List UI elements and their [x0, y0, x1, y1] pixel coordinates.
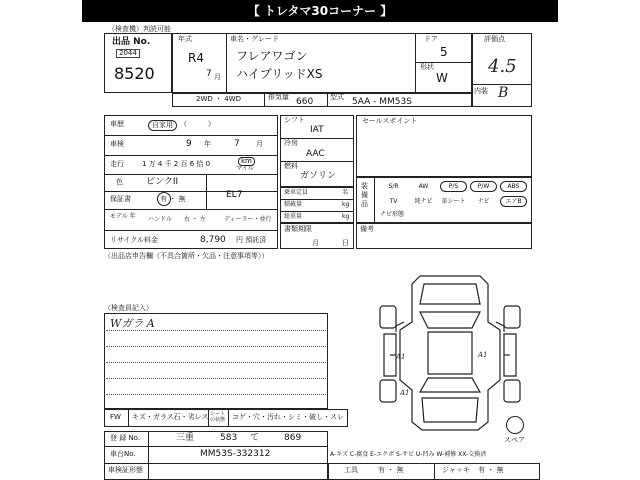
model-label: 車名・グレード — [230, 35, 279, 43]
inspector-label: （検査員記入） — [104, 304, 153, 312]
inspection-year: 9 — [186, 139, 192, 149]
header-title: 【 トレタマ30コーナー 】 — [247, 4, 393, 18]
doors-value: 5 — [440, 45, 448, 59]
year-label: 年式 — [178, 35, 192, 43]
recycle-value: 8,790 — [200, 235, 226, 245]
diagram-mark-3: A1 — [400, 389, 410, 397]
equipment-item: S/R — [388, 183, 399, 190]
car-windshield — [420, 312, 480, 328]
lot-small-id: 2044 — [116, 49, 140, 58]
color-code: EL7 — [226, 190, 243, 200]
mileage-unit-km: km — [238, 157, 255, 166]
year-era: R4 — [188, 51, 204, 65]
total-label: 総重量 — [284, 213, 303, 220]
car-trunk — [422, 398, 478, 422]
color-value: ピンクII — [146, 177, 179, 187]
recycle-label: リサイクル料金 — [110, 236, 159, 244]
diagram-mark-1: A1 — [396, 353, 406, 361]
total-unit: kg — [342, 213, 350, 220]
inspection-month-unit: 月 — [256, 140, 263, 148]
inspector-note: Wガラ A — [110, 317, 155, 330]
load-label: 積載量 — [284, 201, 303, 208]
jack-label: ジャッキ — [442, 466, 470, 474]
color-label: 色 — [116, 178, 123, 186]
displacement-value: 660 — [296, 97, 314, 107]
car-hood — [420, 284, 480, 304]
model-code-value: 5AA - MM53S — [352, 97, 412, 107]
doors-label: ドア — [424, 35, 438, 43]
grade-interior-label: 内装 — [474, 87, 488, 95]
fuel-value: ガソリン — [300, 171, 337, 181]
shape-value: W — [436, 71, 448, 85]
spare-label: スペア — [504, 436, 525, 444]
registration-kana: て — [250, 433, 260, 443]
chassis-label: 車台No. — [110, 450, 136, 458]
year-month: 7 — [206, 69, 212, 79]
fw-items: キズ・ガラス石・劣レス — [132, 413, 209, 421]
mileage-label: 走行 — [110, 160, 124, 168]
wheel-rear-left — [380, 380, 396, 402]
tools-label: 工具 — [344, 466, 358, 474]
equipment-item: ABS — [500, 181, 527, 192]
car-diagram — [360, 262, 540, 442]
jack-options: 有 ・ 無 — [478, 466, 504, 474]
shape-label: 形状 — [420, 63, 434, 71]
shift-label: シフト — [284, 116, 305, 124]
equipment-nav-label: ナビ形態 — [380, 211, 405, 218]
remarks-box — [356, 223, 532, 249]
registration-num: 869 — [284, 433, 302, 443]
recycle-unit: 円 預託済 — [236, 236, 267, 244]
mileage-parts: 1 万 4 千 2 百 6 拾 0 — [142, 160, 211, 168]
registration-code: 583 — [220, 433, 238, 443]
inspection-label: 車検 — [110, 140, 124, 148]
model-line2: ハイブリッドXS — [236, 67, 323, 81]
registration-label: 登 録 No. — [110, 434, 141, 442]
car-rear-window — [420, 378, 480, 392]
inspection-month: 7 — [234, 139, 240, 149]
small-model-label: モデル 年 — [110, 213, 136, 220]
handle-label: ハンドル — [148, 216, 173, 223]
document-label: 書類期限 — [284, 225, 312, 233]
document-unit: 月 — [312, 239, 319, 247]
handle-options: 右 ・ 左 — [184, 216, 206, 223]
equipment-item: AW — [418, 183, 429, 190]
spare-tire-icon — [506, 416, 524, 434]
model-code-label: 型式 — [330, 93, 344, 101]
equipment-item: P/S — [440, 181, 467, 192]
equipment-item: TV — [389, 198, 398, 205]
warranty-circle — [157, 192, 171, 206]
chassis-value: MM53S-332312 — [200, 449, 271, 459]
wheel-rear-right — [504, 380, 520, 402]
usage-label: 車歴 — [110, 120, 124, 128]
usage-paren: （ ） — [180, 120, 215, 128]
equipment-item: ナビ — [477, 198, 490, 205]
registration-region: 三重 — [176, 433, 195, 443]
equipment-item: エアB — [500, 196, 527, 207]
model-line1: フレアワゴン — [236, 49, 308, 63]
passenger-unit: 名 — [342, 189, 349, 196]
displacement-label: 排気量 — [268, 93, 289, 101]
passenger-label: 乗車定員 — [284, 189, 309, 196]
fw-label: FW — [110, 413, 121, 421]
remarks-label: 備考 — [360, 225, 374, 233]
legend-text: A-キズ C-腐食 E-エクボ S-サビ U-凹み W-補修 XX-交換済 — [330, 451, 487, 458]
fuel-label: 燃料 — [284, 162, 298, 170]
seat-label: シートの状態 — [210, 411, 226, 423]
warranty-label: 保証書 — [110, 195, 131, 203]
tools-options: 有 ・ 無 — [378, 466, 404, 474]
equipment-item: 純ナビ — [414, 198, 433, 205]
document-day-unit: 日 — [342, 239, 349, 247]
grade-score: 4.5 — [488, 56, 517, 77]
equipment-label: 装備品 — [361, 182, 368, 208]
cert-label: 車検証形態 — [108, 466, 143, 474]
grade-interior: B — [498, 85, 509, 101]
wheel-front-left — [380, 306, 396, 328]
dealer-label: ディーラー・並行 — [224, 216, 272, 223]
grade-label: 評価点 — [484, 35, 505, 43]
warranty-options: 有 ・ 無 — [160, 195, 186, 203]
shift-value: IAT — [310, 125, 324, 135]
wheel-front-right — [504, 306, 520, 328]
car-roof — [428, 332, 472, 374]
drive-options: 2WD ・ 4WD — [196, 95, 241, 103]
lot-number: 8520 — [114, 64, 155, 83]
load-unit: kg — [342, 201, 350, 208]
equipment-item: P/W — [470, 181, 497, 192]
equipment-item: 革シート — [441, 198, 466, 205]
year-month-unit: 月 — [214, 73, 221, 81]
seat-items: コゲ・穴・汚れ・シミ・破し・スレ — [232, 413, 344, 421]
top-notice: （検査機）判読可能 — [108, 25, 171, 33]
usage-value: 自家用 — [148, 120, 177, 131]
lot-label: 出品 No. — [112, 37, 151, 47]
mileage-unit-mile: マイル — [236, 165, 254, 172]
sales-point-label: セールスポイント — [362, 117, 418, 125]
aircon-value: AAC — [306, 149, 325, 159]
aircon-label: 冷房 — [284, 139, 298, 147]
diagram-mark-2: A1 — [478, 351, 488, 359]
notes-header: （出品店申告欄（不具合箇所・欠品・注意事項等）） — [104, 252, 269, 260]
inspection-year-unit: 年 — [204, 140, 211, 148]
